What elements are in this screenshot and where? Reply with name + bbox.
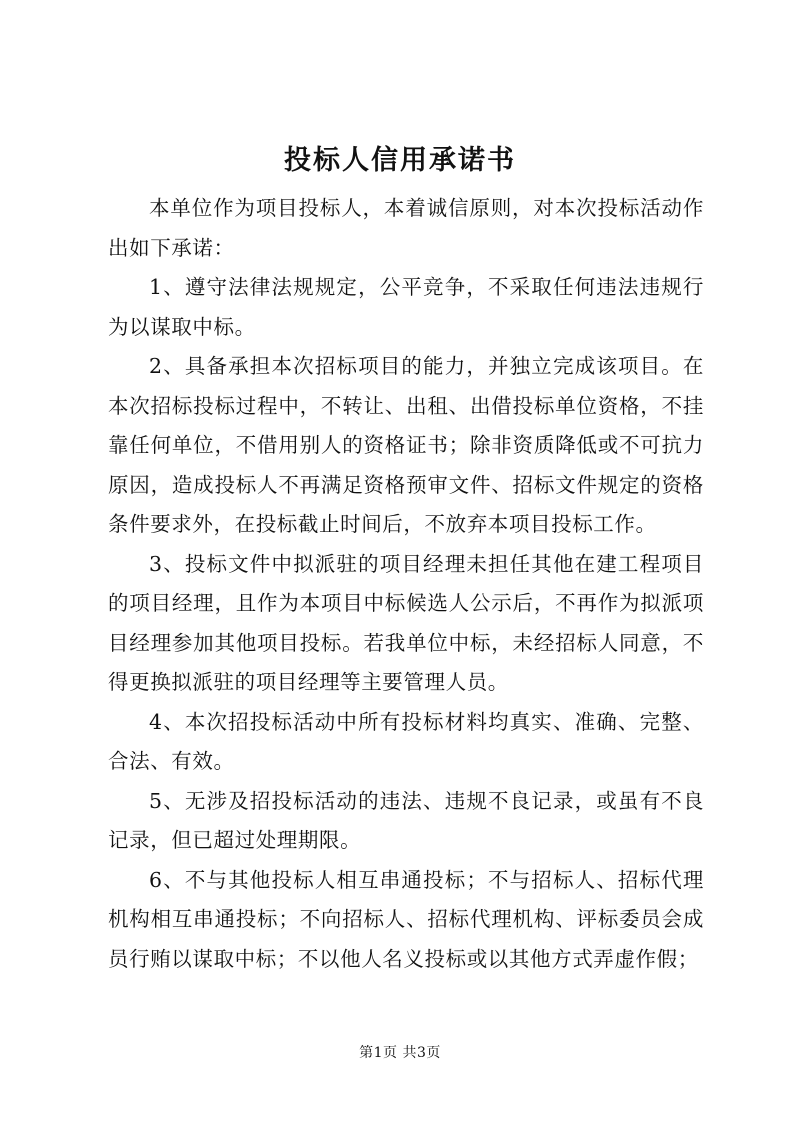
paragraph-6: 6、不与其他投标人相互串通投标；不与招标人、招标代理机构相互串通投标；不向招标人、招标代理机构、评标委员会成员行贿以谋取中标；不以他人名义投标或以其他方式弄虚作假； (108, 867, 704, 971)
paragraph-2: 2、具备承担本次招标项目的能力，并独立完成该项目。在本次招标投标过程中，不转让、出租、出借投标单位资格，不挂靠任何单位，不借用别人的资格证书；除非资质降低或不可抗力原因，造成投标人不再满足资格预审文件、招标文件规定的资格条件要求外，在投标截止时间后，不放弃本项目投标工作。 (108, 354, 704, 536)
paragraph-3: 3、投标文件中拟派驻的项目经理未担任其他在建工程项目的项目经理，且作为本项目中标候选人公示后，不再作为拟派项目经理参加其他项目投标。若我单位中标，未经招标人同意，不得更换拟派驻的项目经理等主要管理人员。 (108, 551, 704, 694)
document-title: 投标人信用承诺书 (284, 145, 516, 176)
paragraph-intro: 本单位作为项目投标人，本着诚信原则，对本次投标活动作出如下承诺： (108, 196, 704, 260)
paragraph-5: 5、无涉及招投标活动的违法、违规不良记录，或虽有不良记录，但已超过处理期限。 (108, 788, 704, 852)
document-body (108, 189, 704, 979)
paragraph-4: 4、本次招投标活动中所有投标材料均真实、准确、完整、合法、有效。 (108, 709, 704, 773)
paragraph-1: 1、遵守法律法规规定，公平竞争，不采取任何违法违规行为以谋取中标。 (108, 275, 704, 339)
page-number-footer: 第1页 共3页 (359, 1045, 441, 1061)
